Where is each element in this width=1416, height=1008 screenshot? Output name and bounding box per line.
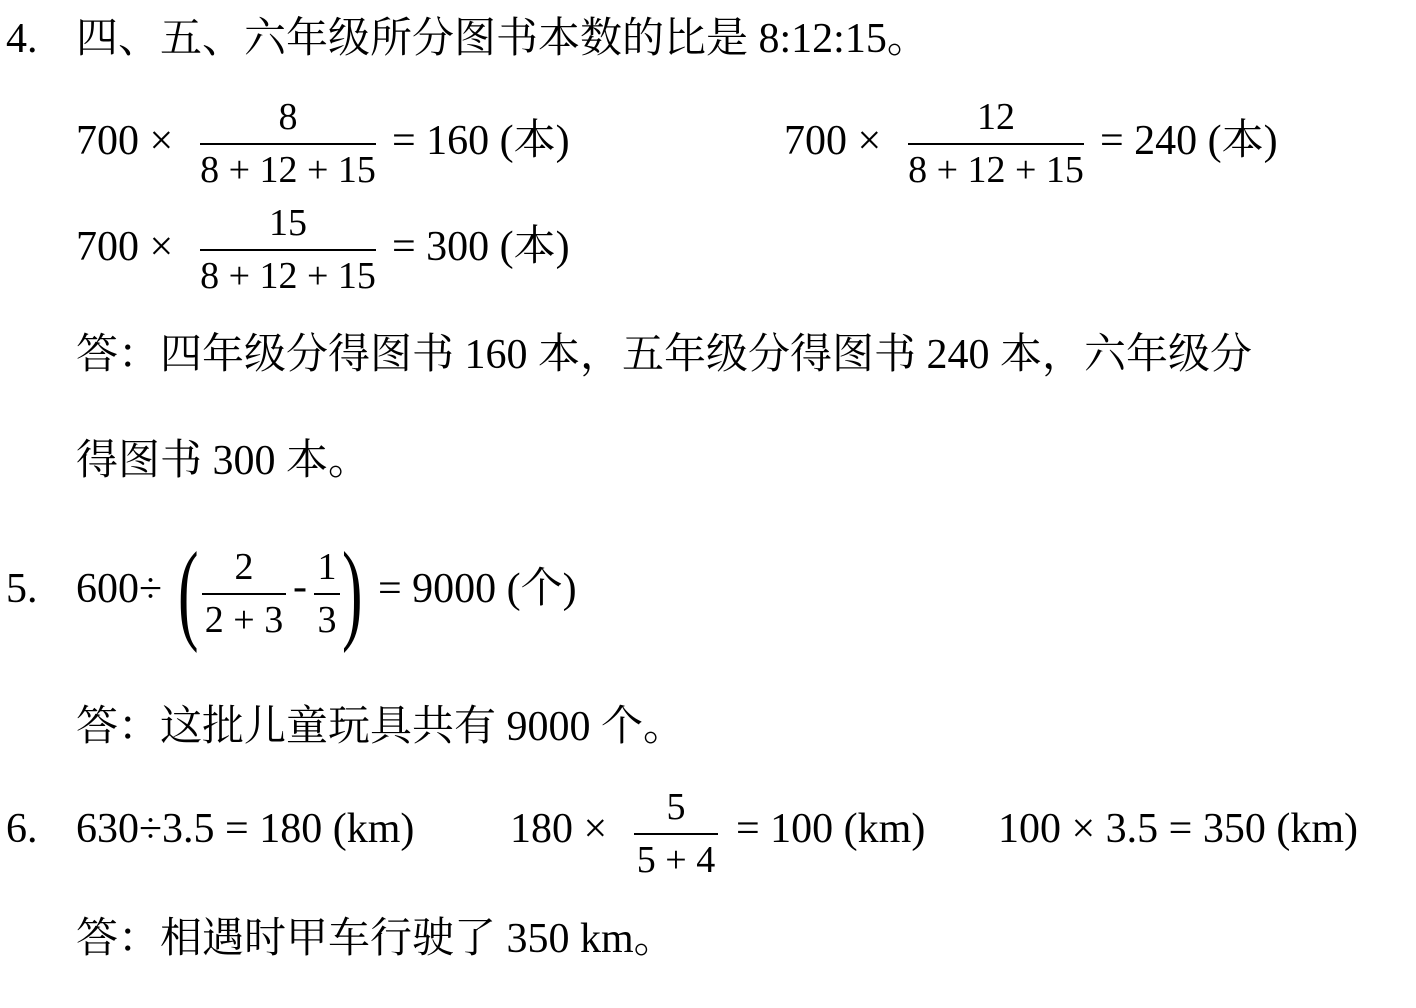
q5-open-paren: ( <box>178 530 199 654</box>
fraction-bar <box>908 143 1084 145</box>
q6-eq2-numerator: 5 <box>666 786 686 828</box>
q6-number: 6. <box>6 806 38 852</box>
fraction-bar <box>200 249 376 251</box>
q5-frac1-numerator: 2 <box>234 546 254 588</box>
q5-minus: - <box>293 564 307 610</box>
q4-answer-line2: 得图书 300 本。 <box>76 438 371 484</box>
q4-eq3-lhs: 700 × <box>76 224 174 270</box>
q6-eq2-rhs: = 100 (km) <box>736 806 926 852</box>
q6-eq2-lhs: 180 × <box>510 806 608 852</box>
q5-answer: 答：这批儿童玩具共有 9000 个。 <box>76 704 686 750</box>
fraction-bar <box>202 593 286 595</box>
q6-answer: 答：相遇时甲车行驶了 350 km。 <box>76 916 676 962</box>
q4-eq2-lhs: 700 × <box>784 118 882 164</box>
q6-eq2-denominator: 5 + 4 <box>636 839 716 881</box>
q5-frac2-denominator: 3 <box>317 599 337 641</box>
q5-frac2-numerator: 1 <box>317 546 337 588</box>
fraction-bar <box>314 593 340 595</box>
q4-eq3-denominator: 8 + 12 + 15 <box>200 255 376 297</box>
q4-eq1-denominator: 8 + 12 + 15 <box>200 149 376 191</box>
q4-statement: 四、五、六年级所分图书本数的比是 8:12:15。 <box>76 16 929 62</box>
q4-eq2-fraction <box>908 98 1084 189</box>
q6-eq3: 100 × 3.5 = 350 (km) <box>998 806 1359 852</box>
fraction-bar <box>634 833 718 835</box>
q5-number: 5. <box>6 566 38 612</box>
q6-eq2-fraction <box>634 788 718 879</box>
q4-eq1-lhs: 700 × <box>76 118 174 164</box>
q5-frac1-denominator: 2 + 3 <box>204 599 284 641</box>
q5-fraction-1 <box>202 548 286 639</box>
q5-fraction-2 <box>314 548 340 639</box>
q4-eq1-fraction <box>200 98 376 189</box>
q4-eq1-rhs: = 160 (本) <box>392 118 570 164</box>
q4-eq3-rhs: = 300 (本) <box>392 224 570 270</box>
q4-eq1-numerator: 8 <box>278 96 298 138</box>
q5-close-paren: ) <box>342 530 363 654</box>
q6-eq1: 630÷3.5 = 180 (km) <box>76 806 415 852</box>
q5-rhs: = 9000 (个) <box>378 566 577 612</box>
q4-eq3-numerator: 15 <box>269 202 307 244</box>
q4-eq2-denominator: 8 + 12 + 15 <box>908 149 1084 191</box>
q4-eq2-numerator: 12 <box>977 96 1015 138</box>
q4-eq2-rhs: = 240 (本) <box>1100 118 1278 164</box>
q4-number: 4. <box>6 16 38 62</box>
fraction-bar <box>200 143 376 145</box>
q4-answer-line1: 答：四年级分得图书 160 本，五年级分得图书 240 本，六年级分 <box>76 332 1253 378</box>
q4-eq3-fraction <box>200 204 376 295</box>
q5-lhs: 600÷ <box>76 566 163 612</box>
